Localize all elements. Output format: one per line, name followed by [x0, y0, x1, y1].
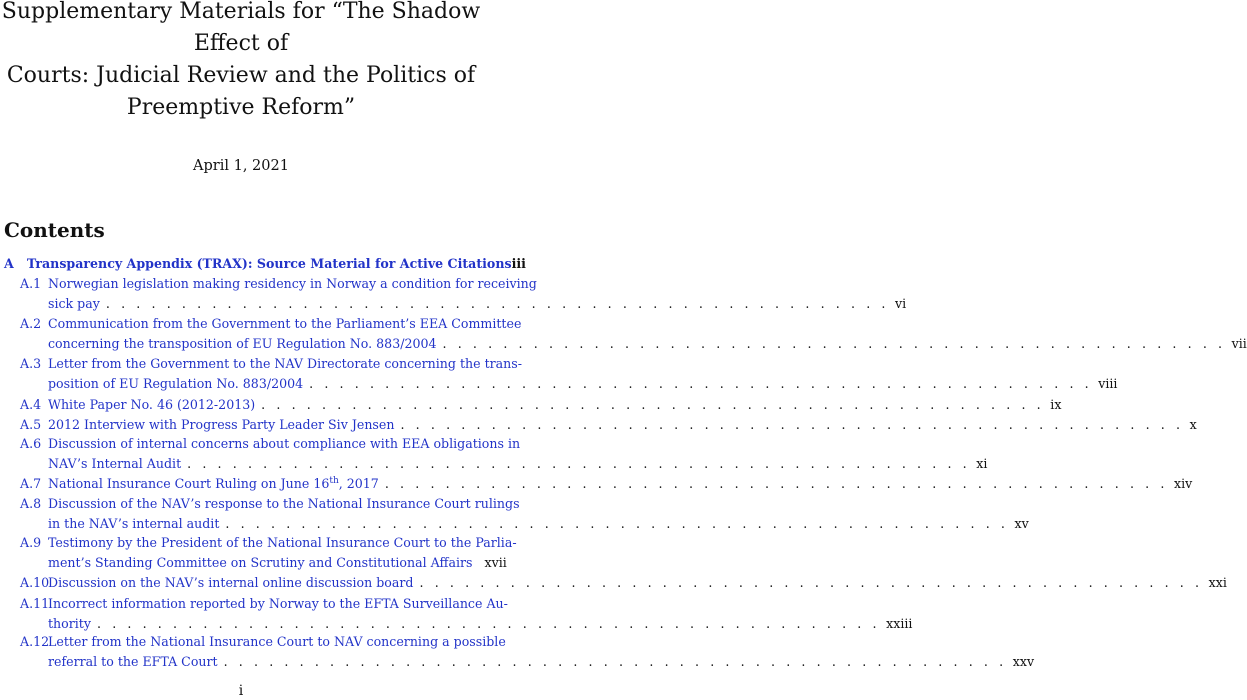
toc-entry-label: Discussion on the NAV’s internal online discussion board — [48, 575, 414, 590]
toc-entry-page: x — [1189, 417, 1197, 432]
toc-entry-text — [48, 535, 517, 575]
toc-entry-text — [48, 417, 1197, 437]
toc-section-a[interactable] — [4, 256, 526, 271]
toc-entry-number: A.8 — [20, 496, 42, 511]
toc-entry-text — [48, 634, 1035, 674]
toc-entry-label: position of EU Regulation No. 883/2004 — [48, 376, 304, 391]
title-line-1: Supplementary Materials for “The Shadow Effect of — [1, 0, 481, 56]
toc-leader-dots: . . . . . . . . . . . . . . . . . . . . . . . . . . . . . . . . . . . . . . . . . . . . . . . . . . . . — [400, 417, 1184, 432]
toc-leader-dots: . . . . . . . . . . . . . . . . . . . . . . . . . . . . . . . . . . . . . . . . . . . . . . . . . . . . — [223, 654, 1007, 669]
toc-entry-line-1: Letter from the National Insurance Court to NAV concerning a possible — [48, 634, 506, 649]
toc-entry-text — [48, 596, 913, 636]
toc-leader-dots: . . . . . . . . . . . . . . . . . . . . . . . . . . . . . . . . . . . . . . . . . . . . . . . . . . . . — [105, 296, 890, 311]
toc-entry-number: A.12 — [20, 634, 50, 649]
contents-heading: Contents — [4, 218, 105, 242]
toc-entry-label: ment’s Standing Committee on Scrutiny and Constitutional Affairs — [48, 555, 473, 570]
toc-entry-text — [48, 436, 988, 476]
toc-entry-page: xi — [976, 456, 988, 471]
toc-entry-page: vii — [1231, 336, 1247, 351]
toc-entry-page: xv — [1014, 516, 1029, 531]
toc-entry-last-line — [48, 397, 1062, 417]
toc-entry-label: NAV’s Internal Audit — [48, 456, 182, 471]
toc-section-page: iii — [511, 256, 526, 271]
toc-entry-text — [48, 356, 1118, 396]
toc-entry-last-line — [48, 456, 988, 476]
toc-entry-last-line — [48, 654, 1035, 674]
toc-entry-page: xiv — [1173, 476, 1193, 492]
toc-entry-line-1: Discussion of the NAV’s response to the National Insurance Court rulings — [48, 496, 520, 511]
toc-entry-last-line — [48, 555, 507, 575]
toc-leader-dots: . . . . . . . . . . . . . . . . . . . . . . . . . . . . . . . . . . . . . . . . . . . . . . . . . . . . — [442, 336, 1226, 351]
toc-entry-last-line — [48, 516, 1029, 536]
toc-entry-page: xxi — [1208, 575, 1227, 590]
toc-entry-number: A.3 — [20, 356, 42, 371]
toc-entry-page: xvii — [484, 555, 507, 570]
toc-entry-label: 2012 Interview with Progress Party Leader Siv Jensen — [48, 417, 395, 432]
toc-entry-last-line — [48, 575, 1227, 595]
toc-entry-text — [48, 476, 1193, 496]
toc-leader-dots: . . . . . . . . . . . . . . . . . . . . . . . . . . . . . . . . . . . . . . . . . . . . . . . . . . . . — [419, 575, 1203, 590]
toc-entry-last-line — [48, 336, 1247, 356]
toc-entry-number: A.5 — [20, 417, 42, 432]
toc-entry-label: thority — [48, 616, 91, 631]
title-line-2: Courts: Judicial Review and the Politics of — [6, 63, 476, 88]
toc-entry-number: A.2 — [20, 316, 42, 331]
toc-entry-page: ix — [1050, 397, 1062, 412]
title-line-3: Preemptive Reform” — [126, 95, 356, 120]
toc-leader-dots: . . . . . . . . . . . . . . . . . . . . . . . . . . . . . . . . . . . . . . . . . . . . . . . . . . . . — [261, 397, 1045, 412]
toc-entry-number: A.1 — [20, 276, 42, 291]
toc-entry-page: xxiii — [886, 616, 913, 631]
toc-entry-number: A.11 — [20, 596, 50, 611]
toc-leader-dots: . . . . . . . . . . . . . . . . . . . . . . . . . . . . . . . . . . . . . . . . . . . . . . . . . . . . — [187, 456, 971, 471]
toc-entry-label: in the NAV’s internal audit — [48, 516, 220, 531]
toc-entry-text — [48, 276, 907, 316]
toc-entry-text — [48, 575, 1227, 595]
toc-entry-number: A.10 — [20, 575, 50, 590]
toc-entry-label: concerning the transposition of EU Regulation No. 883/2004 — [48, 336, 437, 351]
toc-entry-label: National Insurance Court Ruling on June 16th, 2017 — [48, 476, 379, 492]
toc-entry-label: sick pay — [48, 296, 100, 311]
toc-entry-line-1: Norwegian legislation making residency in Norway a condition for receiving — [48, 276, 537, 291]
toc-leader-dots: . . . . . . . . . . . . . . . . . . . . . . . . . . . . . . . . . . . . . . . . . . . . . . . . . . . . — [384, 476, 1168, 492]
toc-entry-text — [48, 496, 1029, 536]
toc-entry-number: A.6 — [20, 436, 42, 451]
toc-leader-dots: . . . . . . . . . . . . . . . . . . . . . . . . . . . . . . . . . . . . . . . . . . . . . . . . . . . . — [225, 516, 1009, 531]
page-number: i — [238, 683, 244, 699]
toc-entry-last-line — [48, 376, 1118, 396]
toc-entry-line-1: Testimony by the President of the National Insurance Court to the Parlia- — [48, 535, 517, 550]
toc-entry-text — [48, 397, 1062, 417]
toc-entry-label: White Paper No. 46 (2012-2013) — [48, 397, 256, 412]
toc-entry-number: A.9 — [20, 535, 42, 550]
toc-entry-page: viii — [1098, 376, 1118, 391]
toc-entry-last-line — [48, 616, 913, 636]
toc-entry-label: referral to the EFTA Court — [48, 654, 218, 669]
toc-entry-number: A.4 — [20, 397, 42, 412]
paper-date: April 1, 2021 — [193, 158, 289, 174]
toc-entry-page: vi — [895, 296, 907, 311]
toc-entry-text — [48, 316, 1247, 356]
toc-entry-line-1: Letter from the Government to the NAV Directorate concerning the trans- — [48, 356, 522, 371]
toc-leader-dots: . . . . . . . . . . . . . . . . . . . . . . . . . . . . . . . . . . . . . . . . . . . . . . . . . . . . — [309, 376, 1093, 391]
toc-section-label: A Transparency Appendix (TRAX): Source Material for Active Citations — [4, 256, 512, 271]
toc-entry-line-1: Communication from the Government to the Parliament’s EEA Committee — [48, 316, 522, 331]
toc-entry-last-line — [48, 417, 1197, 437]
toc-entry-page: xxv — [1012, 654, 1035, 669]
toc-entry-last-line — [48, 296, 907, 316]
toc-entry-line-1: Discussion of internal concerns about compliance with EEA obligations in — [48, 436, 521, 451]
toc-entry-last-line — [48, 476, 1193, 496]
paper-title — [0, 0, 482, 124]
toc-leader-dots: . . . . . . . . . . . . . . . . . . . . . . . . . . . . . . . . . . . . . . . . . . . . . . . . . . . . — [96, 616, 881, 631]
toc-entry-number: A.7 — [20, 476, 42, 491]
toc-entry-line-1: Incorrect information reported by Norway to the EFTA Surveillance Au- — [48, 596, 508, 611]
